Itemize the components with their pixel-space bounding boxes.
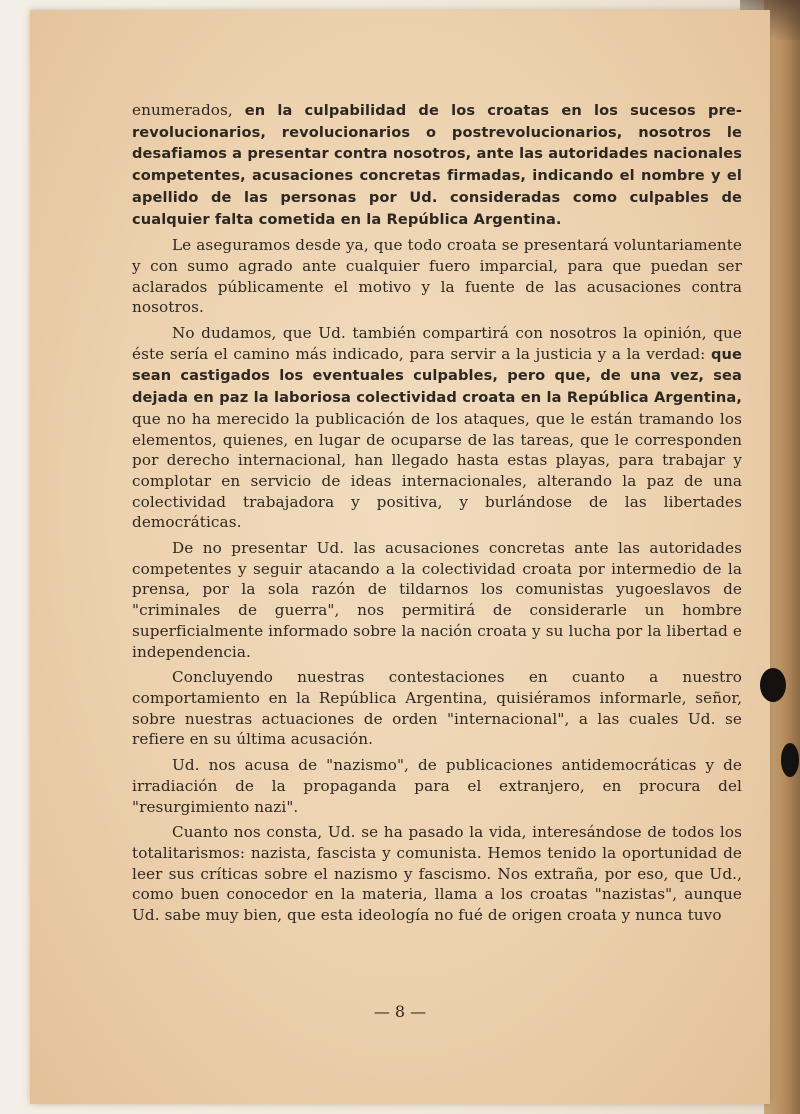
binder-hole-1: [760, 668, 786, 702]
paragraph-3-bold: que sean castigados los eventuales culpables, pero que, de una vez, sea dejada en paz la laboriosa colectividad croata en la República Argentina,: [132, 345, 742, 407]
paragraph-3-tail: que no ha merecido la publicación de los ataques, que le están tramando los elementos, quienes, en lugar de ocuparse de las tareas, que le corresponden por derecho internacional, han llegado hasta estas playas, para trabajar y complotar en servicio de ideas internacionales, alterando la paz de una colectividad trabajadora y positiva, y burlándose de las libertades democráticas.: [132, 409, 742, 532]
page-number: — 8 —: [373, 1002, 427, 1021]
paragraph-3-lead: No dudamos, que Ud. también compartirá con nosotros la opinión, que éste sería el camino más indicado, para servir a la justicia y a la verdad:: [132, 324, 742, 363]
paragraph-7: Cuanto nos consta, Ud. se ha pasado la vida, interesándose de todos los totalitarismos: nazista, fascista y comunista. Hemos tenido la oportunidad de leer sus críticas sobre el nazismo y fascismo. Nos extraña, por eso, que Ud., como buen conocedor en la materia, llama a los croatas "nazistas", aunque Ud. sabe muy bien, que esta ideología no fué de origen croata y nunca tuvo: [132, 823, 742, 925]
paragraph-5: Concluyendo nuestras contestaciones en cuanto a nuestro comportamiento en la República Argentina, quisiéramos informarle, señor, sobre nuestras actuaciones de orden "internacional", a las cuales Ud. se refiere en su última acusación.: [132, 668, 742, 749]
paragraph-6: Ud. nos acusa de "nazismo", de publicaciones antidemocráticas y de irradiación de la propaganda para el extranjero, en procura del "resurgimiento nazi".: [132, 756, 742, 816]
paragraph-2: Le aseguramos desde ya, que todo croata se presentará voluntariamente y con sumo agrado ante cualquier fuero imparcial, para que puedan ser aclarados públicamente el motivo y la fuente de las acusaciones contra nosotros.: [132, 236, 742, 317]
paragraph-1: [132, 100, 742, 230]
paragraph-1-lead: enumerados,: [132, 101, 245, 119]
paragraph-1-bold: en la culpabilidad de los croatas en los sucesos pre-revolucionarios, revolucionarios o postrevolucionarios, nosotros le desafiamos a presentar contra nosotros, ante las autoridades nacionales competentes, acusaciones concretas firmadas, indicando el nombre y el apellido de las personas por Ud. consideradas como culpables de cualquier falta cometida en la República Argentina.: [132, 102, 742, 228]
paragraph-3: [132, 323, 742, 533]
binder-hole-2: [781, 743, 799, 777]
body-text: [132, 100, 742, 931]
paragraph-4: De no presentar Ud. las acusaciones concretas ante las autoridades competentes y seguir atacando a la colectividad croata por intermedio de la prensa, por la sola razón de tildarnos los comunistas yugoeslavos de "criminales de guerra", nos permitirá de considerarle un hombre superficialmente informado sobre la nación croata y su lucha por la libertad e independencia.: [132, 539, 742, 661]
